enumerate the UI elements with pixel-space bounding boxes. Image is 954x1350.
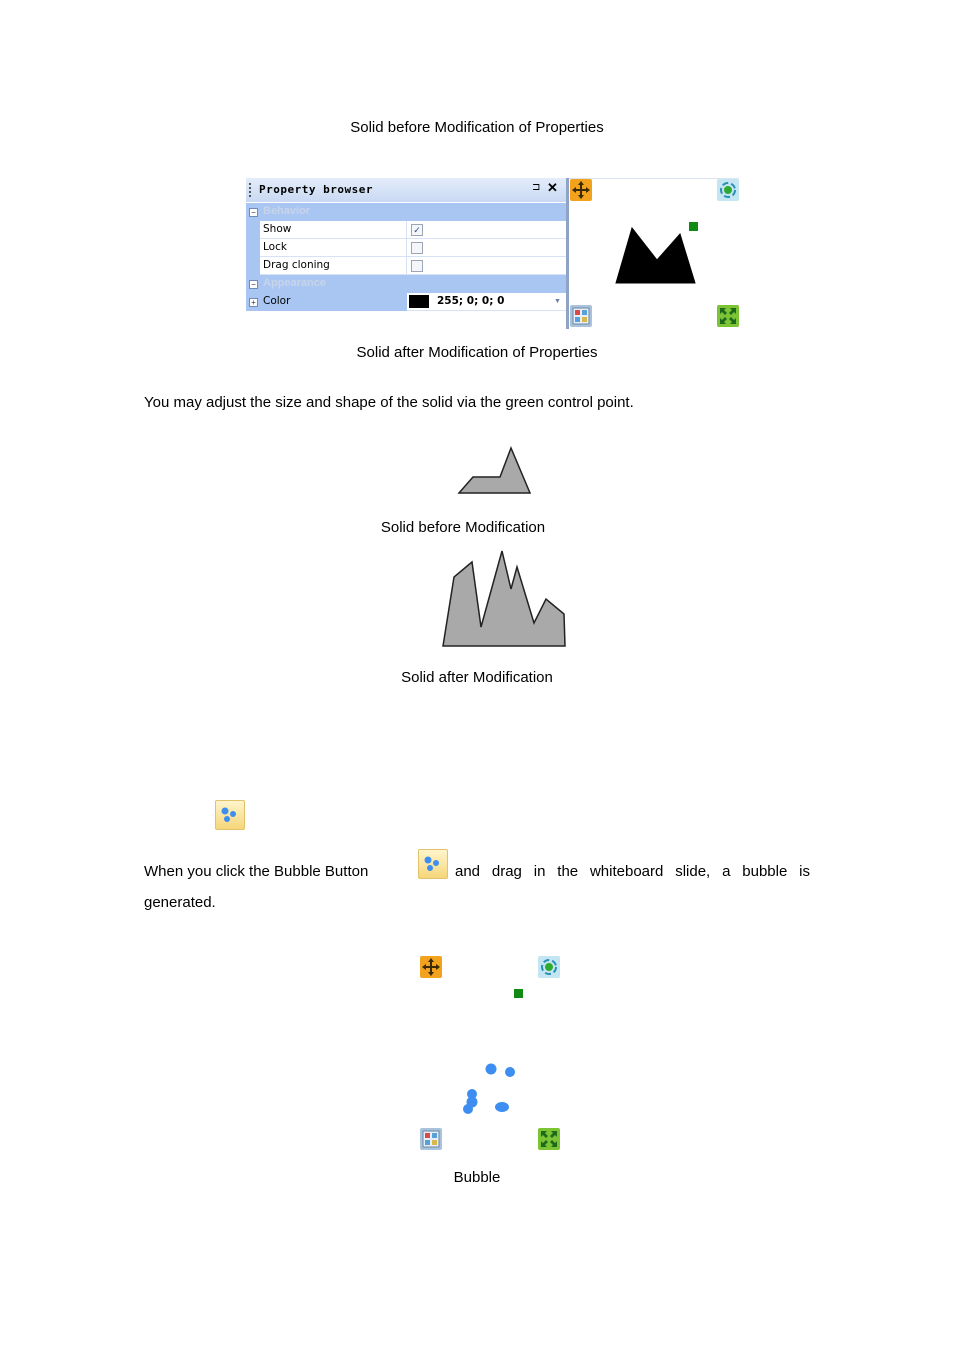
canvas-top-border — [569, 178, 739, 179]
rotate-handle-icon[interactable] — [717, 179, 739, 201]
control-point[interactable] — [514, 989, 523, 998]
property-browser-title: Property browser — [259, 183, 373, 196]
gray-solid-before[interactable] — [455, 444, 535, 498]
dropdown-arrow-icon[interactable]: ▼ — [554, 298, 561, 305]
property-browser-panel — [246, 178, 566, 311]
category-appearance-label: Appearance — [263, 277, 326, 289]
black-solid-shape[interactable] — [612, 222, 698, 286]
collapse-icon[interactable]: − — [249, 208, 258, 217]
pin-icon[interactable]: ⊐ — [532, 182, 541, 193]
gray-solid-after[interactable] — [438, 547, 570, 651]
properties-handle-icon[interactable] — [420, 1128, 442, 1150]
drag-cloning-checkbox[interactable] — [411, 260, 423, 272]
category-appearance[interactable] — [246, 275, 566, 293]
caption-solid-before: Solid before Modification — [380, 519, 546, 536]
caption-solid-after-properties: Solid after Modification of Properties — [356, 344, 598, 361]
property-row-show — [246, 221, 566, 239]
property-row-drag-cloning — [246, 257, 566, 275]
color-value-text: 255; 0; 0; 0 — [437, 295, 505, 307]
expand-icon[interactable]: + — [249, 298, 258, 307]
bubble-shape[interactable] — [455, 1058, 525, 1118]
property-name-show: Show — [263, 223, 292, 235]
paragraph-bubble-part1: When you click the Bubble Button — [144, 863, 369, 880]
move-handle-icon[interactable] — [570, 179, 592, 201]
bubble-button-icon[interactable] — [215, 800, 245, 830]
caption-solid-after: Solid after Modification — [401, 669, 553, 686]
property-name-lock: Lock — [263, 241, 287, 253]
property-row-lock — [246, 239, 566, 257]
close-icon[interactable]: ✕ — [547, 180, 558, 195]
resize-handle-icon[interactable] — [717, 305, 739, 327]
move-handle-icon[interactable] — [420, 956, 442, 978]
property-name-drag-cloning: Drag cloning — [263, 259, 330, 271]
panel-grip-icon[interactable] — [249, 183, 253, 197]
color-swatch — [409, 295, 429, 308]
panel-divider — [566, 178, 569, 329]
category-behavior[interactable] — [246, 203, 566, 221]
color-value-field[interactable] — [407, 293, 566, 311]
collapse-icon[interactable]: − — [249, 280, 258, 289]
category-behavior-label: Behavior — [263, 205, 311, 217]
paragraph-adjust-solid: You may adjust the size and shape of the solid via the green control point. — [144, 394, 634, 411]
property-browser-titlebar — [246, 178, 566, 202]
show-checkbox[interactable]: ✓ — [411, 224, 423, 236]
properties-handle-icon[interactable] — [570, 305, 592, 327]
property-name-color: Color — [263, 295, 291, 307]
caption-solid-before-properties: Solid before Modification of Properties — [350, 119, 604, 136]
property-row-color — [246, 293, 566, 311]
paragraph-bubble-part2: and drag in the whiteboard slide, a bubble is — [455, 863, 810, 880]
caption-bubble: Bubble — [453, 1169, 501, 1186]
lock-checkbox[interactable] — [411, 242, 423, 254]
resize-handle-icon[interactable] — [538, 1128, 560, 1150]
paragraph-bubble-part3: generated. — [144, 894, 216, 911]
bubble-button-inline-icon[interactable] — [418, 849, 448, 879]
rotate-handle-icon[interactable] — [538, 956, 560, 978]
